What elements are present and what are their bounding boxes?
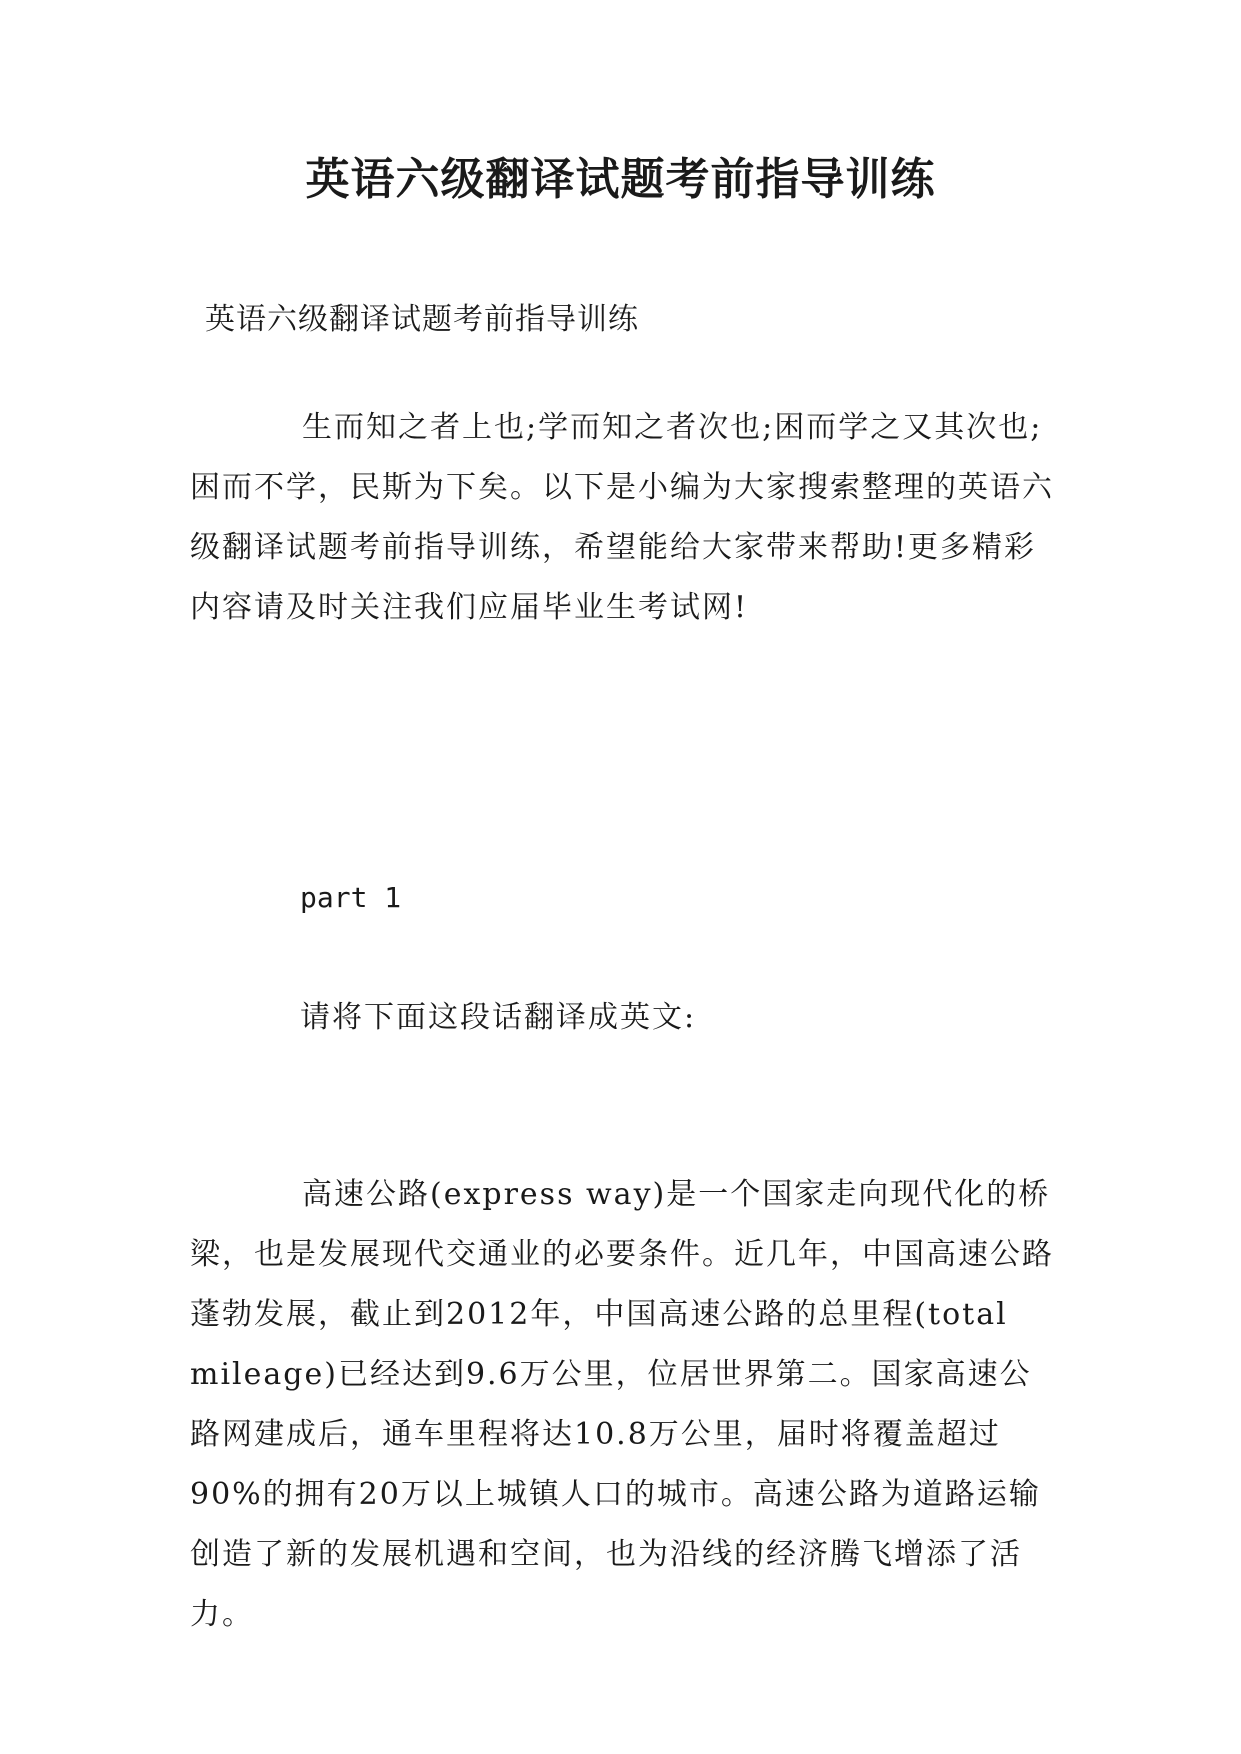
intro-paragraph: 生而知之者上也;学而知之者次也;困而学之又其次也;困而不学，民斯为下矣。以下是小编为大家搜索整理的英语六级翻译试题考前指导训练，希望能给大家带来帮助!更多精彩内容请及时关注我们应届毕业生考试网! xyxy=(190,410,1054,625)
part-label: part 1 xyxy=(300,881,402,914)
page-title: 英语六级翻译试题考前指导训练 xyxy=(305,154,936,205)
document-subtitle: 英语六级翻译试题考前指导训练 xyxy=(205,302,639,337)
translation-passage: 高速公路(express way)是一个国家走向现代化的桥梁，也是发展现代交通业的必要条件。近几年，中国高速公路蓬勃发展，截止到2012年，中国高速公路的总里程(total mileage)已经达到9.6万公里，位居世界第二。国家高速公路网建成后，通车里程将达10.8万公里，届时将覆盖超过90%的拥有20万以上城镇人口的城市。高速公路为道路运输创造了新的发展机遇和空间，也为沿线的经济腾飞增添了活力。 xyxy=(190,1177,1054,1632)
instruction-text: 请将下面这段话翻译成英文: xyxy=(300,1000,697,1035)
